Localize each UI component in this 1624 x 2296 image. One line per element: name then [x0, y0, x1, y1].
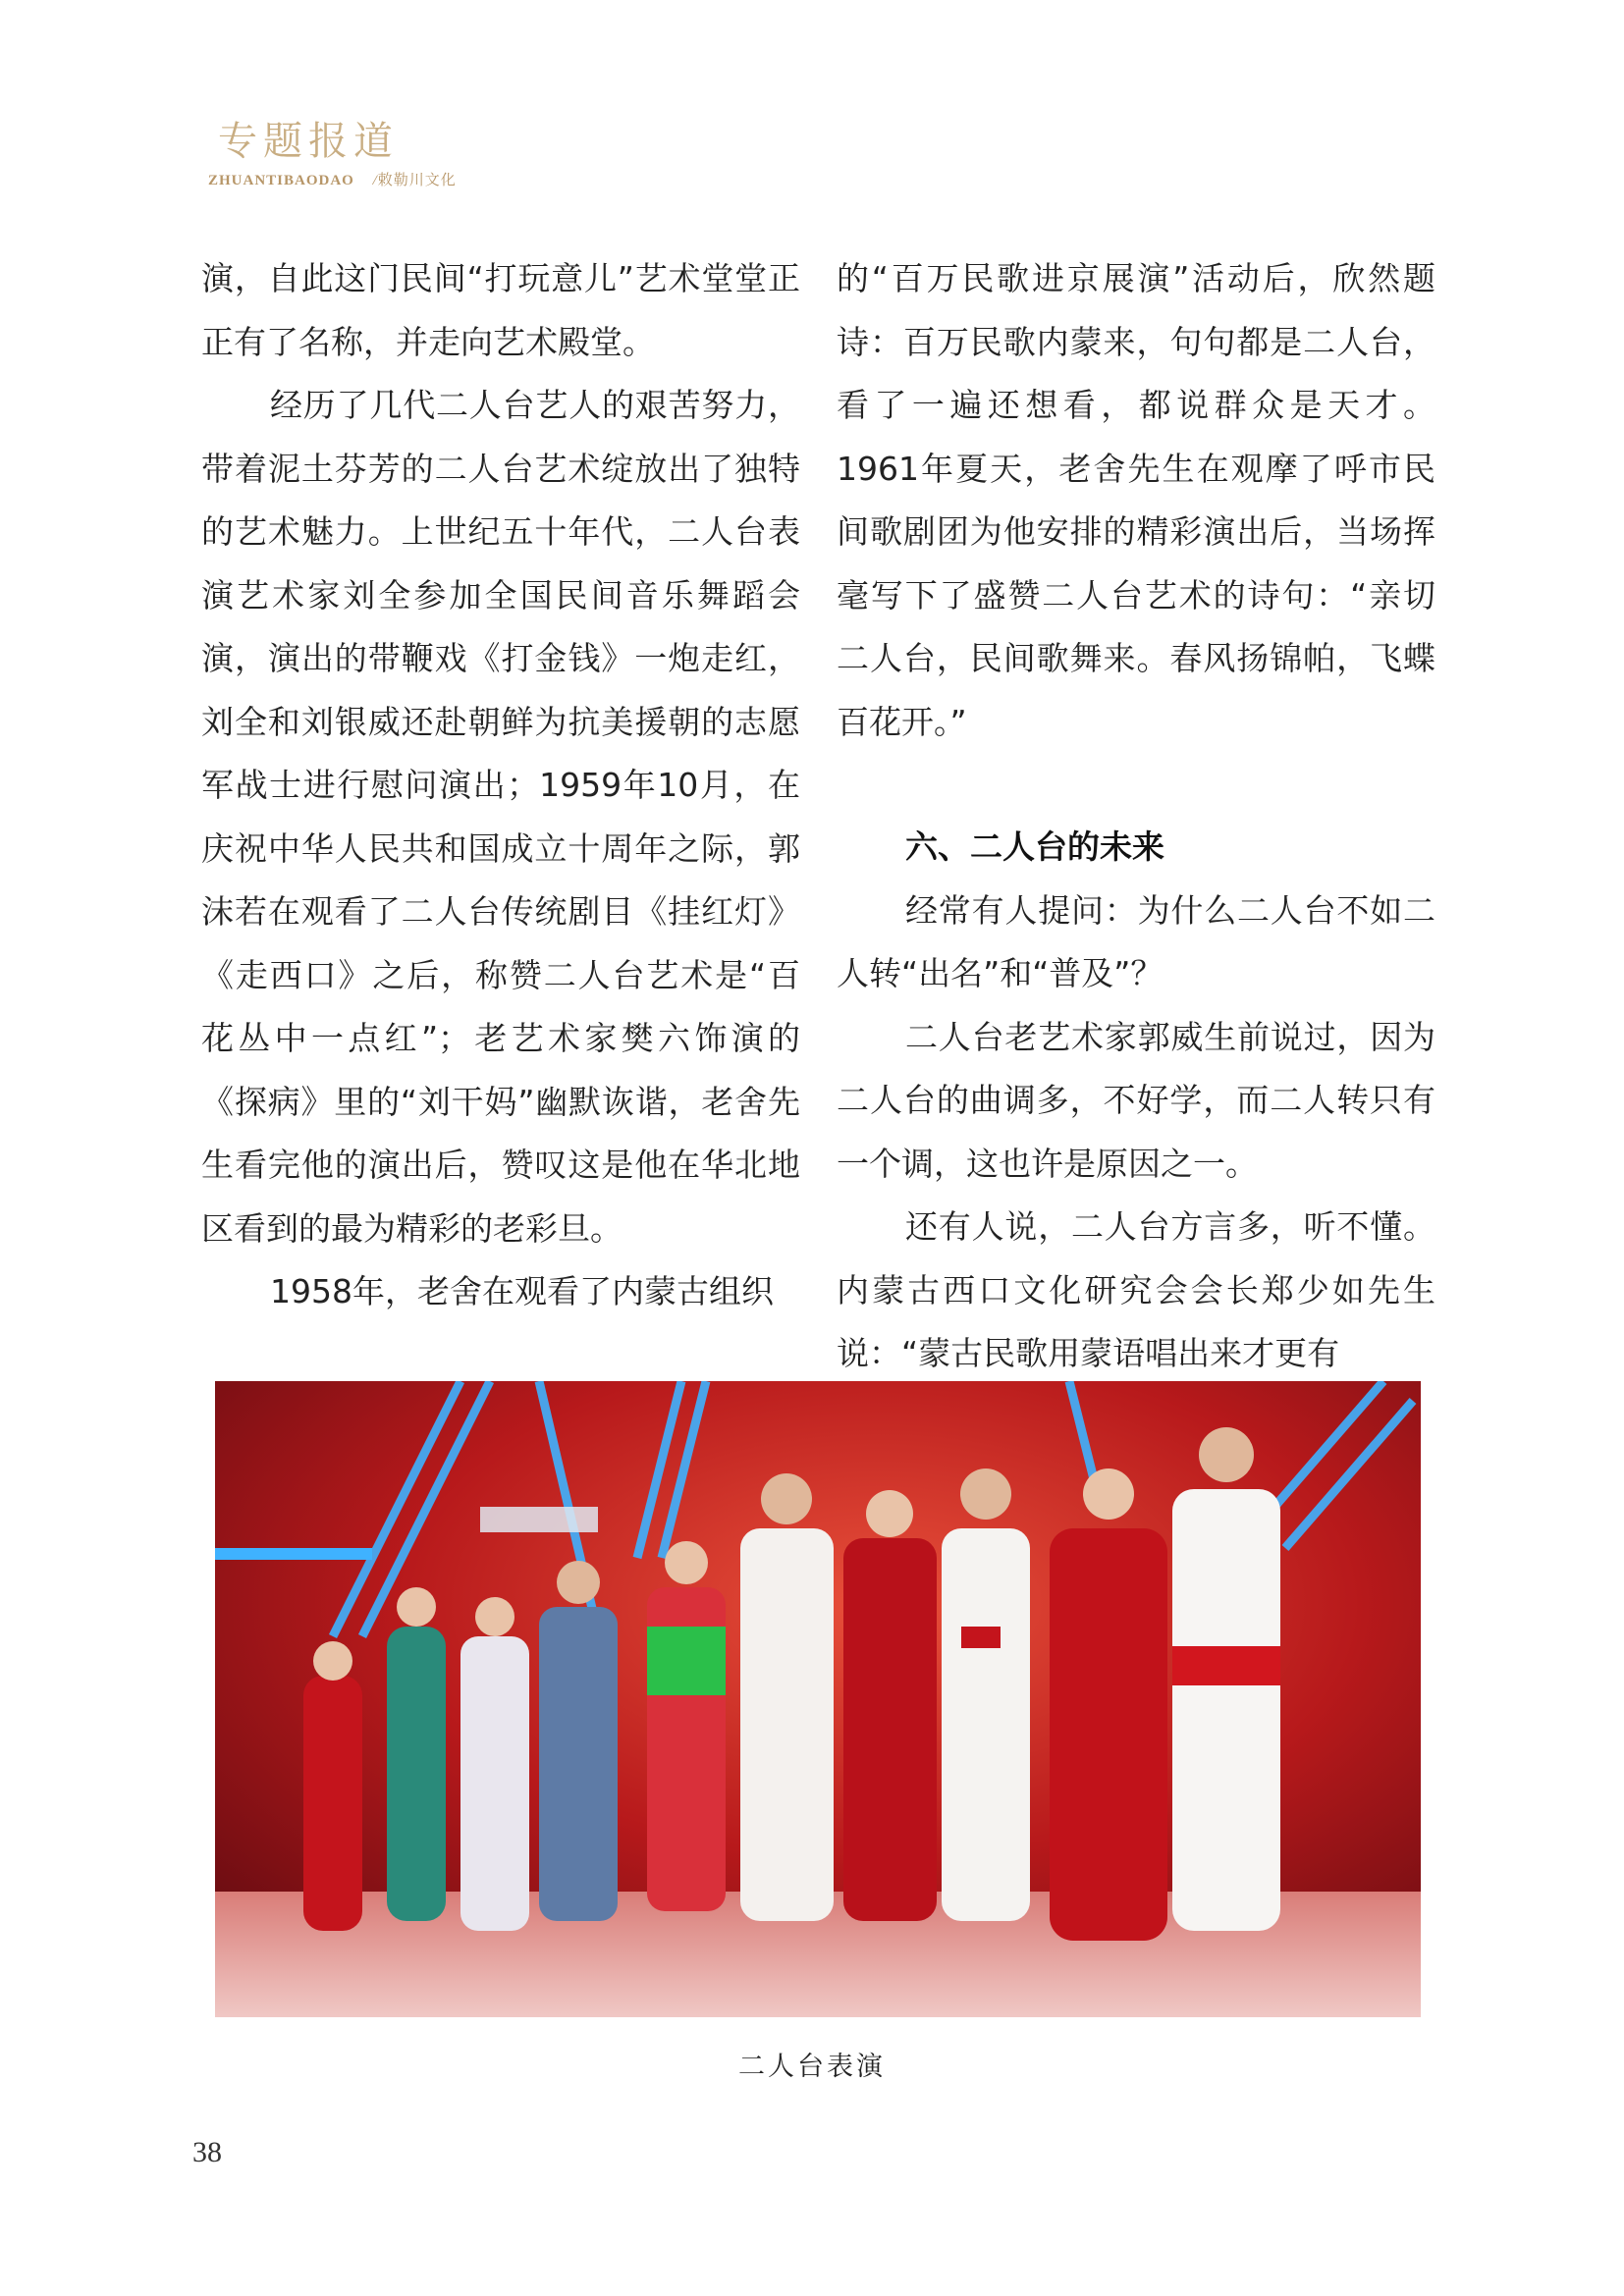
paragraph: 的“百万民歌进京展演”活动后，欣然题诗：百万民歌内蒙来，句句都是二人台，看了一遍还想看，都说群众是天才。1961年夏天，老舍先生在观摩了呼市民间歌剧团为他安排的精彩演出后，当场挥毫写下了盛赞二人台艺术的诗句：“亲切二人台，民间歌舞来。春风扬锦帕，飞蝶百花开。”	[837, 259, 1435, 741]
section-subtitle	[208, 169, 457, 189]
photo-illustration	[215, 1381, 1421, 2017]
paragraph: 经历了几代二人台艺人的艰苦努力，带着泥土芬芳的二人台艺术绽放出了独特的艺术魅力。上世纪五十年代，二人台表演艺术家刘全参加全国民间音乐舞蹈会演，演出的带鞭戏《打金钱》一炮走红，刘全和刘银威还赴朝鲜为抗美援朝的志愿军战士进行慰问演出；1959年10月，在庆祝中华人民共和国成立十周年之际，郭沫若在观看了二人台传统剧目《挂红灯》《走西口》之后，称赞二人台艺术是“百花丛中一点红”；老艺术家樊六饰演的《探病》里的“刘干妈”幽默诙谐，老舍先生看完他的演出后，赞叹这是他在华北地区看到的最为精彩的老彩旦。	[201, 386, 800, 1248]
section-name: 敕勒川文化	[377, 173, 457, 188]
stage-performance-photo	[215, 1381, 1421, 2017]
right-column	[837, 247, 1435, 1386]
paragraph: 还有人说，二人台方言多，听不懂。内蒙古西口文化研究会会长郑少如先生说：“蒙古民歌用蒙语唱出来才更有	[837, 1207, 1435, 1372]
section-title: 专题报道	[218, 119, 399, 164]
photo-caption: 二人台表演	[738, 2052, 886, 2082]
section-heading: 六、二人台的未来	[905, 828, 1164, 866]
section-slash: /	[372, 173, 378, 188]
page-number: 38	[192, 2136, 222, 2168]
section-pinyin: ZHUANTIBAODAO	[208, 173, 354, 188]
paragraph: 经常有人提问：为什么二人台不如二人转“出名”和“普及”？	[837, 890, 1435, 992]
left-column	[201, 247, 800, 1324]
paragraph: 1958年，老舍在观看了内蒙古组织	[270, 1272, 774, 1310]
paragraph: 二人台老艺术家郭威生前说过，因为二人台的曲调多，不好学，而二人转只有一个调，这也许是原因之一。	[837, 1017, 1435, 1183]
paragraph: 演，自此这门民间“打玩意儿”艺术堂堂正正有了名称，并走向艺术殿堂。	[201, 259, 800, 361]
